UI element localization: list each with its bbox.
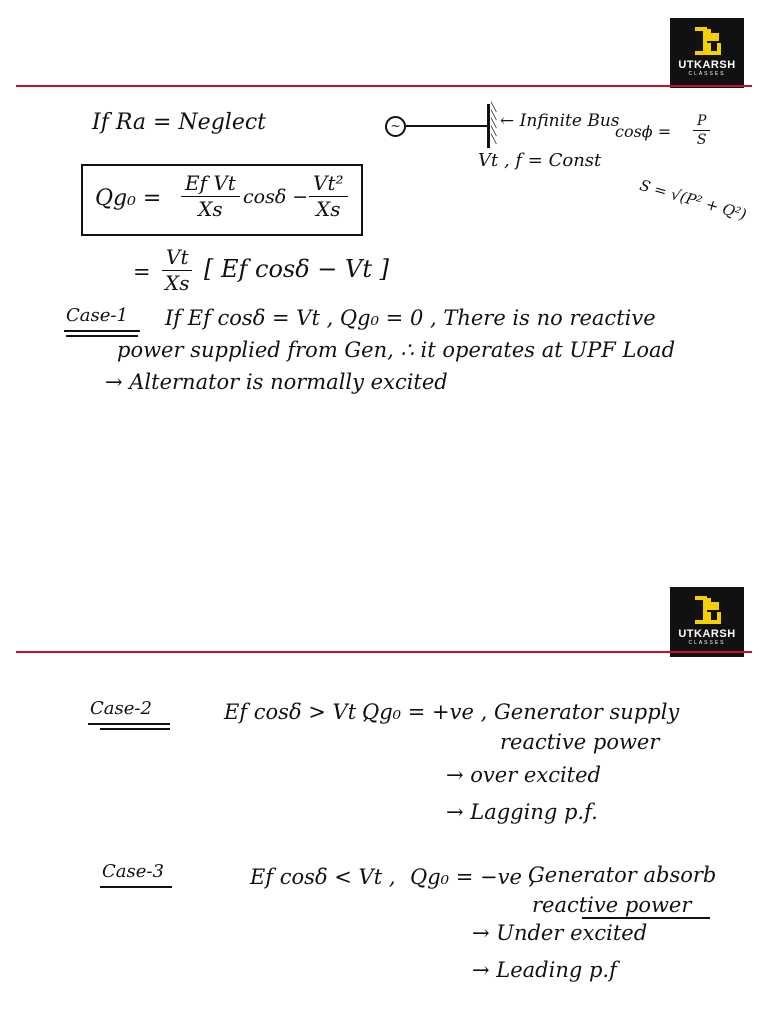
logo-subtitle: CLASSES — [688, 640, 726, 646]
vt-over-xs: Vt Xs — [162, 246, 192, 295]
case-2-desc-2: reactive power — [500, 730, 660, 754]
case-2-bullet-2: → Lagging p.f. — [446, 800, 598, 824]
equals-sign: = — [133, 260, 151, 284]
case-1-underline — [64, 330, 140, 332]
vt-squared-over-xs: Vt² Xs — [309, 172, 348, 221]
case-2-desc-1: Generator supply — [494, 700, 680, 724]
logo-subtitle: CLASSES — [688, 71, 726, 77]
slide-2 — [0, 512, 768, 1024]
infinite-bus-label: ← Infinite Bus — [500, 111, 620, 131]
case-3-bullet-1: → Under excited — [472, 921, 648, 945]
swastik-logo-icon — [691, 594, 723, 626]
utkarsh-logo — [670, 18, 744, 88]
qg0-lhs: Qg₀ = — [95, 186, 162, 211]
cos-phi-label: cosϕ = — [615, 122, 672, 141]
case-1-line-1: If Ef cosδ = Vt , Qg₀ = 0 , There is no reactive — [165, 306, 656, 330]
case-2-condition: Ef cosδ > Vt , — [224, 700, 370, 724]
case-1-line-3: → Alternator is normally excited — [105, 370, 448, 394]
case-3-underline — [100, 886, 172, 888]
case-3-q: Qg₀ = −ve , — [410, 865, 536, 889]
qg0-formula-box — [81, 164, 363, 236]
condition-text: If Ra = Neglect — [92, 110, 267, 135]
case-3-bullet-2: → Leading p.f — [472, 958, 617, 982]
infinite-bus-bar — [487, 104, 490, 148]
logo-title: UTKARSH — [678, 59, 736, 71]
case-2-underline-2 — [100, 728, 170, 730]
case-2-bullet-1: → over excited — [446, 763, 601, 787]
case-2-label: Case-2 — [90, 698, 152, 719]
ef-vt-over-xs: Ef Vt Xs — [181, 172, 240, 221]
case-1-label: Case-1 — [66, 305, 128, 326]
bracket-expression: [ Ef cosδ − Vt ] — [204, 255, 390, 283]
connection-wire — [406, 125, 488, 127]
swastik-logo-icon — [691, 25, 723, 57]
header-divider — [16, 651, 752, 653]
case-3-desc-1: Generator absorb — [528, 863, 717, 887]
bus-hatch: ╲ ╲ ╲ ╲ ╲ — [491, 103, 497, 145]
vt-f-const: Vt , f = Const — [478, 150, 602, 171]
utkarsh-logo — [670, 587, 744, 657]
case-3-desc-2: reactive power — [532, 893, 692, 917]
case-2-q: Qg₀ = +ve , — [362, 700, 488, 724]
apparent-power-formula: S = √(P² + Q²) — [637, 176, 749, 224]
case-3-label: Case-3 — [102, 861, 164, 882]
header-divider — [16, 85, 752, 87]
case-1-line-2: power supplied from Gen, ∴ it operates at UPF Load — [117, 338, 676, 362]
cos-delta-minus: cosδ − — [243, 186, 309, 208]
case-1-underline-2 — [66, 335, 138, 337]
cos-phi-fraction: P S — [693, 113, 710, 148]
case-2-underline — [88, 723, 170, 725]
generator-icon: ~ — [385, 116, 406, 137]
case-3-condition: Ef cosδ < Vt , — [250, 865, 396, 889]
reactive-power-underline — [582, 917, 710, 919]
logo-title: UTKARSH — [678, 628, 736, 640]
